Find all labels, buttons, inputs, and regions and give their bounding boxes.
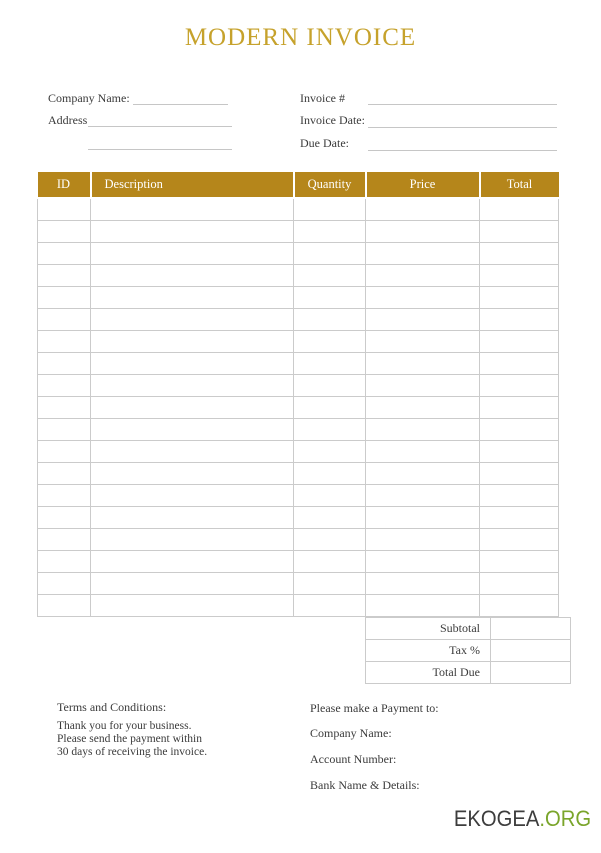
summary-label-tax: Tax %	[366, 640, 491, 662]
table-row	[38, 573, 559, 595]
table-cell-quantity[interactable]	[294, 331, 366, 353]
due-date-input-line[interactable]	[368, 150, 557, 151]
table-cell-description[interactable]	[91, 309, 294, 331]
column-header-quantity: Quantity	[294, 172, 366, 198]
table-cell-total[interactable]	[480, 265, 559, 287]
table-cell-description[interactable]	[91, 375, 294, 397]
company-name-label: Company Name:	[48, 91, 130, 105]
table-cell-price[interactable]	[366, 507, 480, 529]
table-row	[38, 485, 559, 507]
table-row	[38, 375, 559, 397]
table-cell-total[interactable]	[480, 243, 559, 265]
table-cell-description[interactable]	[91, 529, 294, 551]
invoice-number-input-line[interactable]	[368, 104, 557, 105]
terms-line: Please send the payment within	[57, 733, 202, 745]
table-cell-quantity[interactable]	[294, 243, 366, 265]
invoice-date-label: Invoice Date:	[300, 113, 365, 127]
summary-value-total-due[interactable]	[491, 662, 571, 684]
table-cell-id[interactable]	[38, 419, 91, 441]
table-cell-price[interactable]	[366, 551, 480, 573]
summary-row-tax	[366, 640, 571, 662]
table-row	[38, 331, 559, 353]
table-cell-description[interactable]	[91, 419, 294, 441]
terms-line: 30 days of receiving the invoice.	[57, 746, 208, 758]
table-cell-total[interactable]	[480, 375, 559, 397]
table-cell-price[interactable]	[366, 221, 480, 243]
payment-heading: Please make a Payment to:	[310, 701, 439, 715]
table-cell-price[interactable]	[366, 485, 480, 507]
table-row	[38, 265, 559, 287]
page-title: MODERN INVOICE	[184, 24, 417, 51]
table-row	[38, 529, 559, 551]
payment-section	[310, 701, 550, 804]
column-header-total: Total	[480, 172, 559, 198]
table-cell-id[interactable]	[38, 485, 91, 507]
table-cell-id[interactable]	[38, 595, 91, 617]
table-cell-total[interactable]	[480, 507, 559, 529]
table-cell-quantity[interactable]	[294, 441, 366, 463]
summary-label-total-due: Total Due	[366, 662, 491, 684]
table-cell-quantity[interactable]	[294, 375, 366, 397]
table-cell-description[interactable]	[91, 397, 294, 419]
table-cell-price[interactable]	[366, 419, 480, 441]
table-cell-description[interactable]	[91, 441, 294, 463]
column-header-id: ID	[38, 172, 91, 198]
table-row	[38, 353, 559, 375]
table-cell-quantity[interactable]	[294, 287, 366, 309]
table-row	[38, 463, 559, 485]
table-cell-description[interactable]	[91, 243, 294, 265]
terms-heading: Terms and Conditions:	[57, 700, 167, 714]
table-cell-description[interactable]	[91, 573, 294, 595]
footer-brand-suffix-text: .ORG	[539, 806, 591, 831]
table-cell-id[interactable]	[38, 309, 91, 331]
footer-logo	[454, 806, 591, 832]
table-cell-quantity[interactable]	[294, 595, 366, 617]
table-cell-quantity[interactable]	[294, 198, 366, 221]
payment-field-company-name: Company Name:	[310, 726, 392, 740]
table-cell-id[interactable]	[38, 507, 91, 529]
company-name-input-line[interactable]	[133, 104, 228, 105]
table-cell-description[interactable]	[91, 287, 294, 309]
invoice-date-input-line[interactable]	[368, 127, 557, 128]
table-cell-total[interactable]	[480, 485, 559, 507]
table-cell-description[interactable]	[91, 331, 294, 353]
table-cell-total[interactable]	[480, 595, 559, 617]
totals-summary	[365, 617, 571, 684]
table-cell-total[interactable]	[480, 529, 559, 551]
summary-value-tax[interactable]	[491, 640, 571, 662]
payment-field-bank-name-details: Bank Name & Details:	[310, 778, 420, 792]
table-cell-id[interactable]	[38, 287, 91, 309]
due-date-label: Due Date:	[300, 136, 349, 150]
table-row	[38, 551, 559, 573]
table-cell-total[interactable]	[480, 221, 559, 243]
table-row	[38, 221, 559, 243]
table-cell-id[interactable]	[38, 551, 91, 573]
summary-label-subtotal: Subtotal	[366, 618, 491, 640]
table-cell-id[interactable]	[38, 375, 91, 397]
table-cell-total[interactable]	[480, 441, 559, 463]
payment-field-account-number: Account Number:	[310, 752, 397, 766]
table-row	[38, 507, 559, 529]
table-cell-quantity[interactable]	[294, 309, 366, 331]
table-cell-price[interactable]	[366, 441, 480, 463]
table-cell-total[interactable]	[480, 353, 559, 375]
table-cell-id[interactable]	[38, 353, 91, 375]
table-cell-quantity[interactable]	[294, 573, 366, 595]
column-header-description: Description	[91, 172, 294, 198]
table-cell-id[interactable]	[38, 463, 91, 485]
table-cell-quantity[interactable]	[294, 353, 366, 375]
summary-value-subtotal[interactable]	[491, 618, 571, 640]
table-cell-price[interactable]	[366, 265, 480, 287]
table-cell-price[interactable]	[366, 353, 480, 375]
table-row	[38, 309, 559, 331]
table-cell-id[interactable]	[38, 221, 91, 243]
terms-line: Thank you for your business.	[57, 720, 192, 732]
table-cell-total[interactable]	[480, 419, 559, 441]
table-cell-description[interactable]	[91, 463, 294, 485]
table-cell-description[interactable]	[91, 198, 294, 221]
table-cell-quantity[interactable]	[294, 419, 366, 441]
table-cell-total[interactable]	[480, 573, 559, 595]
table-cell-id[interactable]	[38, 331, 91, 353]
table-cell-description[interactable]	[91, 507, 294, 529]
table-cell-id[interactable]	[38, 198, 91, 221]
table-row	[38, 419, 559, 441]
table-cell-price[interactable]	[366, 375, 480, 397]
table-cell-price[interactable]	[366, 463, 480, 485]
table-cell-description[interactable]	[91, 595, 294, 617]
table-cell-quantity[interactable]	[294, 529, 366, 551]
table-cell-total[interactable]	[480, 551, 559, 573]
table-cell-description[interactable]	[91, 265, 294, 287]
table-cell-total[interactable]	[480, 287, 559, 309]
table-cell-total[interactable]	[480, 331, 559, 353]
table-cell-quantity[interactable]	[294, 265, 366, 287]
table-cell-price[interactable]	[366, 198, 480, 221]
table-cell-total[interactable]	[480, 463, 559, 485]
table-cell-id[interactable]	[38, 573, 91, 595]
table-cell-id[interactable]	[38, 265, 91, 287]
table-cell-description[interactable]	[91, 551, 294, 573]
table-cell-quantity[interactable]	[294, 397, 366, 419]
table-cell-total[interactable]	[480, 397, 559, 419]
table-cell-price[interactable]	[366, 529, 480, 551]
table-cell-price[interactable]	[366, 595, 480, 617]
table-cell-quantity[interactable]	[294, 551, 366, 573]
footer-brand-text: EKOGEA	[453, 806, 540, 831]
table-cell-quantity[interactable]	[294, 507, 366, 529]
table-cell-id[interactable]	[38, 243, 91, 265]
terms-section	[57, 701, 287, 759]
table-cell-price[interactable]	[366, 309, 480, 331]
table-cell-price[interactable]	[366, 243, 480, 265]
table-row	[38, 287, 559, 309]
table-cell-id[interactable]	[38, 529, 91, 551]
table-row	[38, 243, 559, 265]
table-cell-price[interactable]	[366, 397, 480, 419]
address-line2-input-line[interactable]	[88, 149, 232, 150]
address-input-line[interactable]	[88, 126, 232, 127]
table-row	[38, 397, 559, 419]
column-header-price: Price	[366, 172, 480, 198]
address-label: Address	[48, 113, 88, 127]
table-row	[38, 441, 559, 463]
table-cell-description[interactable]	[91, 221, 294, 243]
table-cell-id[interactable]	[38, 397, 91, 419]
table-cell-quantity[interactable]	[294, 485, 366, 507]
table-cell-price[interactable]	[366, 331, 480, 353]
table-cell-price[interactable]	[366, 287, 480, 309]
invoice-number-label: Invoice #	[300, 91, 345, 105]
table-cell-quantity[interactable]	[294, 463, 366, 485]
summary-row-total-due	[366, 662, 571, 684]
table-cell-total[interactable]	[480, 309, 559, 331]
table-cell-id[interactable]	[38, 441, 91, 463]
table-cell-description[interactable]	[91, 353, 294, 375]
line-items-table	[37, 172, 559, 617]
table-row	[38, 198, 559, 221]
table-cell-quantity[interactable]	[294, 221, 366, 243]
summary-row-subtotal	[366, 618, 571, 640]
table-cell-price[interactable]	[366, 573, 480, 595]
table-cell-total[interactable]	[480, 198, 559, 221]
table-row	[38, 595, 559, 617]
table-cell-description[interactable]	[91, 485, 294, 507]
